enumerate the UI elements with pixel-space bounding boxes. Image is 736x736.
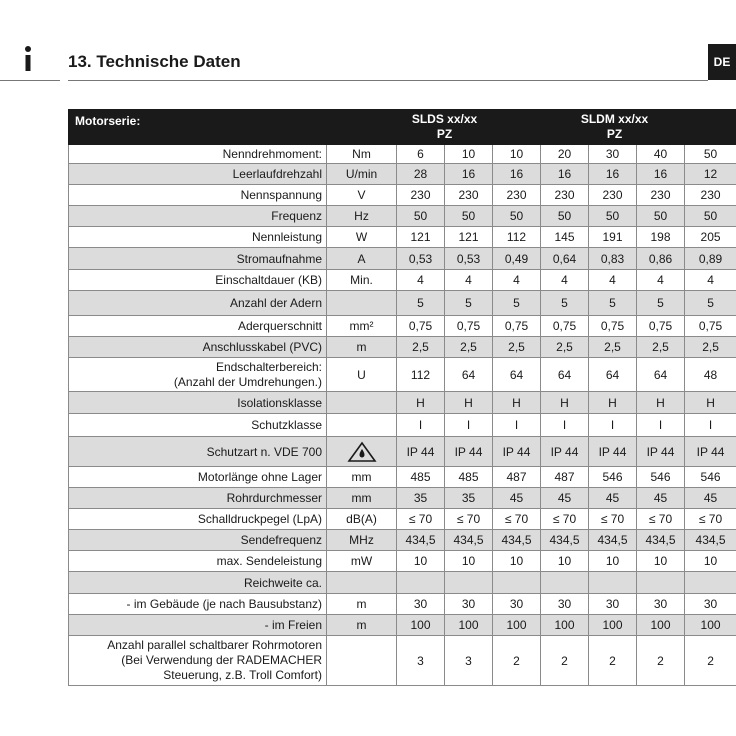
table-cell: 121 <box>445 227 493 248</box>
row-unit <box>327 414 397 437</box>
table-header-row <box>69 110 736 145</box>
table-cell <box>541 572 589 594</box>
section-title: 13. Technische Daten <box>68 52 241 71</box>
table-cell: 100 <box>397 615 445 636</box>
table-cell: 10 <box>589 551 637 572</box>
row-label: Sendefrequenz <box>69 530 327 551</box>
row-label: Nenndrehmoment: <box>69 145 327 164</box>
table-cell: 50 <box>637 206 685 227</box>
table-cell: 198 <box>637 227 685 248</box>
row-label: - im Freien <box>69 615 327 636</box>
table-cell: 30 <box>685 594 736 615</box>
table-cell: 5 <box>637 291 685 316</box>
table-cell: 0,89 <box>685 248 736 270</box>
table-cell: 434,5 <box>685 530 736 551</box>
table-cell: ≤ 70 <box>685 509 736 530</box>
table-cell: 5 <box>589 291 637 316</box>
table-cell: 35 <box>397 488 445 509</box>
row-label: Schutzklasse <box>69 414 327 437</box>
table-cell: 64 <box>541 358 589 392</box>
row-label: Anzahl der Adern <box>69 291 327 316</box>
row-unit: V <box>327 185 397 206</box>
table-cell: IP 44 <box>541 437 589 467</box>
table-cell: 5 <box>685 291 736 316</box>
row-label: Reichweite ca. <box>69 572 327 594</box>
row-label: Einschaltdauer (KB) <box>69 270 327 291</box>
table-cell: 100 <box>589 615 637 636</box>
table-cell: H <box>397 392 445 414</box>
row-unit: m <box>327 594 397 615</box>
table-cell: 485 <box>445 467 493 488</box>
drip-proof-icon <box>327 437 397 467</box>
table-cell: 10 <box>685 551 736 572</box>
table-cell: 100 <box>541 615 589 636</box>
table-cell: 20 <box>541 145 589 164</box>
table-cell: 50 <box>589 206 637 227</box>
table-cell: 10 <box>637 551 685 572</box>
table-cell: 4 <box>589 270 637 291</box>
table-cell: 230 <box>541 185 589 206</box>
table-cell: 546 <box>685 467 736 488</box>
row-unit <box>327 572 397 594</box>
table-cell: 45 <box>685 488 736 509</box>
row-unit: W <box>327 227 397 248</box>
table-row <box>69 185 736 206</box>
table-cell: 50 <box>445 206 493 227</box>
table-cell: 0,75 <box>589 316 637 337</box>
table-cell: 230 <box>397 185 445 206</box>
table-cell: 0,64 <box>541 248 589 270</box>
table-cell: 2 <box>637 636 685 686</box>
table-cell: 0,86 <box>637 248 685 270</box>
table-cell <box>493 572 541 594</box>
row-unit: dB(A) <box>327 509 397 530</box>
table-cell: 16 <box>493 164 541 185</box>
table-cell: 5 <box>541 291 589 316</box>
table-cell: 30 <box>445 594 493 615</box>
row-unit: Hz <box>327 206 397 227</box>
table-cell: 230 <box>445 185 493 206</box>
table-row <box>69 337 736 358</box>
row-label: max. Sendeleistung <box>69 551 327 572</box>
row-label: Anzahl parallel schaltbarer Rohrmotoren (Bei Verwendung der RADEMACHER Steuerung, z.B. Troll Comfort) <box>69 636 327 686</box>
table-row <box>69 316 736 337</box>
table-row <box>69 414 736 437</box>
table-cell: 0,53 <box>397 248 445 270</box>
table-row <box>69 206 736 227</box>
table-cell: 0,49 <box>493 248 541 270</box>
table-cell: 2,5 <box>397 337 445 358</box>
table-cell: 487 <box>541 467 589 488</box>
table-cell: 121 <box>397 227 445 248</box>
row-unit: m <box>327 337 397 358</box>
table-cell: 50 <box>685 206 736 227</box>
table-cell: 0,75 <box>685 316 736 337</box>
table-cell: 16 <box>541 164 589 185</box>
table-cell: 30 <box>589 594 637 615</box>
table-cell: 434,5 <box>541 530 589 551</box>
table-cell <box>445 572 493 594</box>
table-row <box>69 437 736 467</box>
table-row <box>69 467 736 488</box>
table-row <box>69 572 736 594</box>
table-cell: 0,75 <box>637 316 685 337</box>
table-row <box>69 248 736 270</box>
table-cell: 2 <box>493 636 541 686</box>
row-unit: A <box>327 248 397 270</box>
row-label: - im Gebäude (je nach Bausubstanz) <box>69 594 327 615</box>
spec-table <box>68 109 736 686</box>
table-cell: I <box>541 414 589 437</box>
table-cell: ≤ 70 <box>397 509 445 530</box>
table-cell: 2 <box>685 636 736 686</box>
table-cell: 10 <box>397 551 445 572</box>
table-cell: H <box>493 392 541 414</box>
table-cell: 64 <box>637 358 685 392</box>
table-cell: 5 <box>493 291 541 316</box>
row-label: Rohrdurchmesser <box>69 488 327 509</box>
table-cell: 5 <box>445 291 493 316</box>
row-unit: mW <box>327 551 397 572</box>
table-cell: 40 <box>637 145 685 164</box>
table-cell: 64 <box>445 358 493 392</box>
table-cell: 2,5 <box>589 337 637 358</box>
table-cell: 30 <box>589 145 637 164</box>
table-cell: 2 <box>589 636 637 686</box>
table-cell: 0,75 <box>397 316 445 337</box>
table-cell: 16 <box>589 164 637 185</box>
table-cell: 2,5 <box>541 337 589 358</box>
table-cell: 5 <box>397 291 445 316</box>
row-label: Stromaufnahme <box>69 248 327 270</box>
table-cell: ≤ 70 <box>637 509 685 530</box>
table-cell: 45 <box>493 488 541 509</box>
header-label: Motorserie: <box>69 110 397 145</box>
table-cell: H <box>685 392 736 414</box>
table-cell: 230 <box>589 185 637 206</box>
row-label: Anschlusskabel (PVC) <box>69 337 327 358</box>
table-cell: 4 <box>445 270 493 291</box>
table-cell: I <box>445 414 493 437</box>
table-cell: 64 <box>493 358 541 392</box>
table-cell: 230 <box>685 185 736 206</box>
divider <box>0 80 60 81</box>
row-unit: m <box>327 615 397 636</box>
table-cell: ≤ 70 <box>541 509 589 530</box>
row-label: Motorlänge ohne Lager <box>69 467 327 488</box>
table-cell: H <box>589 392 637 414</box>
table-cell: IP 44 <box>493 437 541 467</box>
table-cell: 2,5 <box>445 337 493 358</box>
table-row <box>69 227 736 248</box>
table-row <box>69 594 736 615</box>
table-row <box>69 164 736 185</box>
table-cell: 0,83 <box>589 248 637 270</box>
table-row <box>69 358 736 392</box>
table-cell: 28 <box>397 164 445 185</box>
table-cell: 45 <box>589 488 637 509</box>
table-cell: 30 <box>493 594 541 615</box>
header-group-slds: SLDS xx/xx PZ <box>397 110 493 145</box>
row-label: Schutzart n. VDE 700 <box>69 437 327 467</box>
table-cell: 112 <box>493 227 541 248</box>
row-label: Nennspannung <box>69 185 327 206</box>
table-cell: 48 <box>685 358 736 392</box>
row-unit <box>327 636 397 686</box>
table-cell: 100 <box>493 615 541 636</box>
row-unit: mm <box>327 488 397 509</box>
table-row <box>69 488 736 509</box>
row-unit: Min. <box>327 270 397 291</box>
table-cell: H <box>637 392 685 414</box>
table-cell: 50 <box>397 206 445 227</box>
table-cell: 434,5 <box>589 530 637 551</box>
table-cell: ≤ 70 <box>589 509 637 530</box>
table-cell: 2 <box>541 636 589 686</box>
table-cell: 546 <box>637 467 685 488</box>
table-cell: 100 <box>637 615 685 636</box>
info-icon <box>20 44 36 74</box>
table-row <box>69 636 736 686</box>
table-row <box>69 145 736 164</box>
table-cell: 50 <box>541 206 589 227</box>
table-row <box>69 615 736 636</box>
table-cell: 2,5 <box>493 337 541 358</box>
row-label: Leerlaufdrehzahl <box>69 164 327 185</box>
table-cell: 0,75 <box>493 316 541 337</box>
table-row <box>69 291 736 316</box>
table-cell: 4 <box>637 270 685 291</box>
table-cell: 230 <box>637 185 685 206</box>
row-label: Endschalterbereich: (Anzahl der Umdrehungen.) <box>69 358 327 392</box>
table-cell: 100 <box>445 615 493 636</box>
table-cell: H <box>541 392 589 414</box>
table-cell: 45 <box>541 488 589 509</box>
table-cell: 3 <box>445 636 493 686</box>
table-cell: 434,5 <box>445 530 493 551</box>
table-cell: ≤ 70 <box>493 509 541 530</box>
table-cell: 50 <box>685 145 736 164</box>
table-cell: 30 <box>541 594 589 615</box>
header-group-sldm: SLDM xx/xx PZ <box>493 110 736 145</box>
table-cell: H <box>445 392 493 414</box>
table-cell: 112 <box>397 358 445 392</box>
table-cell: 10 <box>493 551 541 572</box>
table-cell: IP 44 <box>637 437 685 467</box>
table-cell: 434,5 <box>637 530 685 551</box>
row-unit: MHz <box>327 530 397 551</box>
table-cell: 45 <box>637 488 685 509</box>
table-cell: 205 <box>685 227 736 248</box>
table-cell: 64 <box>589 358 637 392</box>
table-cell: I <box>493 414 541 437</box>
table-cell: 0,75 <box>445 316 493 337</box>
table-cell: IP 44 <box>685 437 736 467</box>
table-cell: 12 <box>685 164 736 185</box>
table-cell: IP 44 <box>397 437 445 467</box>
table-cell: IP 44 <box>445 437 493 467</box>
table-cell: 35 <box>445 488 493 509</box>
row-label: Aderquerschnitt <box>69 316 327 337</box>
table-cell: 100 <box>685 615 736 636</box>
language-badge: DE <box>708 44 736 80</box>
table-cell: I <box>589 414 637 437</box>
table-cell: IP 44 <box>589 437 637 467</box>
table-row <box>69 270 736 291</box>
row-unit <box>327 392 397 414</box>
row-unit: Nm <box>327 145 397 164</box>
table-cell: 10 <box>541 551 589 572</box>
table-row <box>69 530 736 551</box>
table-cell: 16 <box>637 164 685 185</box>
table-cell: I <box>637 414 685 437</box>
table-cell: 2,5 <box>637 337 685 358</box>
table-cell: I <box>685 414 736 437</box>
table-cell: 50 <box>493 206 541 227</box>
table-cell: 4 <box>397 270 445 291</box>
table-cell: 16 <box>445 164 493 185</box>
row-unit <box>327 291 397 316</box>
row-unit: U/min <box>327 164 397 185</box>
table-cell: 546 <box>589 467 637 488</box>
table-cell: 4 <box>685 270 736 291</box>
table-cell: 6 <box>397 145 445 164</box>
table-cell: 434,5 <box>397 530 445 551</box>
row-unit: mm² <box>327 316 397 337</box>
table-cell: 30 <box>637 594 685 615</box>
table-cell <box>685 572 736 594</box>
row-label: Frequenz <box>69 206 327 227</box>
table-row <box>69 392 736 414</box>
table-cell: 10 <box>445 145 493 164</box>
table-row <box>69 551 736 572</box>
table-cell: 230 <box>493 185 541 206</box>
table-cell: 191 <box>589 227 637 248</box>
table-cell: 3 <box>397 636 445 686</box>
table-cell: ≤ 70 <box>445 509 493 530</box>
row-label: Nennleistung <box>69 227 327 248</box>
table-cell: 487 <box>493 467 541 488</box>
table-cell: 4 <box>541 270 589 291</box>
table-cell: I <box>397 414 445 437</box>
table-cell: 2,5 <box>685 337 736 358</box>
table-cell: 10 <box>493 145 541 164</box>
table-cell <box>589 572 637 594</box>
table-row <box>69 509 736 530</box>
table-cell: 434,5 <box>493 530 541 551</box>
row-label: Schalldruckpegel (LpA) <box>69 509 327 530</box>
table-cell: 0,75 <box>541 316 589 337</box>
row-unit: U <box>327 358 397 392</box>
row-unit: mm <box>327 467 397 488</box>
table-cell <box>397 572 445 594</box>
table-cell <box>637 572 685 594</box>
row-label: Isolationsklasse <box>69 392 327 414</box>
table-cell: 30 <box>397 594 445 615</box>
table-cell: 10 <box>445 551 493 572</box>
divider <box>68 80 708 81</box>
table-cell: 0,53 <box>445 248 493 270</box>
table-cell: 145 <box>541 227 589 248</box>
table-cell: 4 <box>493 270 541 291</box>
table-cell: 485 <box>397 467 445 488</box>
